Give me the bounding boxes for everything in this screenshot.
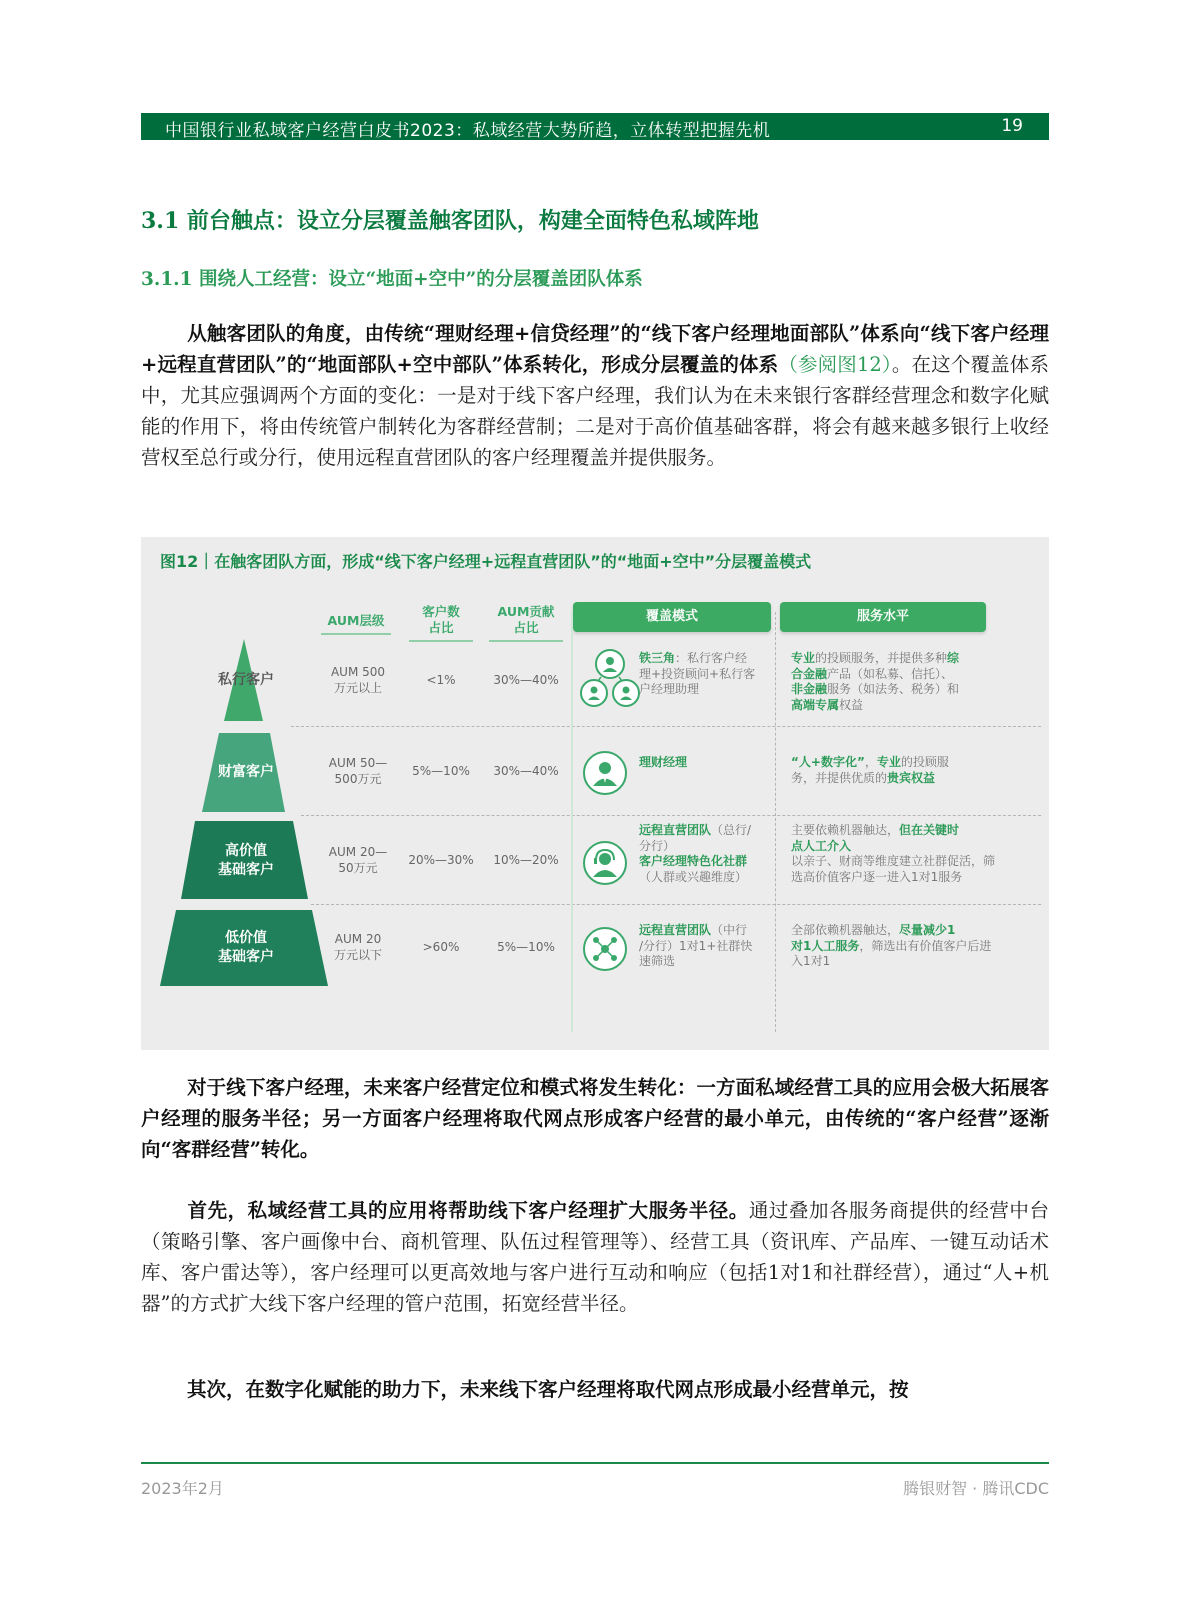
col-header-service: 服务水平 bbox=[780, 602, 986, 632]
paragraph-1 bbox=[141, 318, 1049, 473]
service-high-value: 主要依赖机器触达，但在关键时 点人工介入 以亲子、财商等维度建立社群促活，筛选高价值客户逐一进入1对1服务 bbox=[791, 823, 996, 884]
col-header-contribution: AUM贡献 占比 bbox=[489, 604, 563, 636]
subsection-heading: 3.1.1 围绕人工经营：设立“地面+空中”的分层覆盖团队体系 bbox=[141, 269, 643, 290]
paragraph-1-bold: 从触客团队的角度，由传统“理财经理+信贷经理”的“线下客户经理地面部队”体系向“线下客户经理+远程直营团队”的“地面部队+空中部队”体系转化，形成分层覆盖的体系 bbox=[141, 322, 1049, 376]
service-low-value: 全部依赖机器触达，尽量减少1 对1人工服务，筛选出有价值客户后进入1对1 bbox=[791, 923, 992, 968]
advisor-person-icon bbox=[583, 751, 627, 795]
tier-label-wealth: 财富客户 bbox=[218, 764, 274, 780]
count-cell: 20%—30% bbox=[408, 853, 474, 867]
section-heading: 3.1 前台触点：设立分层覆盖触客团队，构建全面特色私域阵地 bbox=[141, 208, 759, 234]
mode-low-value: 远程直营团队（中行 /分行）1对1+社群快 速筛选 bbox=[639, 923, 753, 968]
tier-label-high-value: 高价值 基础客户 bbox=[218, 843, 274, 878]
paragraph-4: 其次，在数字化赋能的助力下，未来线下客户经理将取代网点形成最小经营单元，按 bbox=[187, 1378, 909, 1401]
aum-cell: AUM 500 万元以上 bbox=[330, 665, 386, 695]
aum-cell: AUM 50— 500万元 bbox=[328, 756, 388, 786]
figure-12 bbox=[141, 537, 1049, 1050]
mode-private: 铁三角：私行客户经 理+投资顾问+私行客 户经理助理 bbox=[639, 651, 756, 696]
tier-label-private: 私行客户 bbox=[218, 672, 274, 688]
paragraph-1-text: 。在这个覆盖体系中，尤其应强调两个方面的变化：一是对于线下客户经理，我们认为在未来银行客群经营理念和数字化赋能的作用下，将由传统管户制转化为客群经营制；二是对于高价值基础客群，将会有越来越多银行上收经营权至总行或分行，使用远程直营团队的客户经理覆盖并提供服务。 bbox=[141, 353, 1049, 469]
row-divider bbox=[301, 815, 1041, 816]
paragraph-3: 首先，私域经营工具的应用将帮助线下客户经理扩大服务半径。通过叠加各服务商提供的经营中台（策略引擎、客户画像中台、商机管理、队伍过程管理等）、经营工具（资讯库、产品库、一键互动话术库、客户雷达等），客户经理可以更高效地与客户进行互动和响应（包括1对1和社群经营），通过“人+机器”的方式扩大线下客户经理的管户范围，拓宽经营半径。 bbox=[141, 1199, 1049, 1315]
team-three-people-icon bbox=[579, 647, 641, 713]
figure-title: 图12｜在触客团队方面，形成“线下客户经理+远程直营团队”的“地面+空中”分层覆盖模式 bbox=[160, 552, 812, 571]
aum-cell: AUM 20— 50万元 bbox=[328, 845, 388, 875]
service-private: 专业的投顾服务，并提供多种综 合金融产品（如私募、信托）、 非金融服务（如法务、税务）和 高端专属权益 bbox=[791, 651, 960, 712]
contribution-cell: 30%—40% bbox=[493, 764, 559, 778]
page-number: 19 bbox=[1001, 116, 1023, 136]
paragraph-2: 对于线下客户经理，未来客户经营定位和模式将发生转化：一方面私域经营工具的应用会极大拓展客户经理的服务半径；另一方面客户经理将取代网点形成客户经营的最小单元，由传统的“客户经营”逐渐向“客群经营”转化。 bbox=[141, 1076, 1049, 1161]
footer-organization: 腾银财智 · 腾讯CDC bbox=[903, 1479, 1049, 1498]
mode-high-value: 远程直营团队（总行/ 分行） 客户经理特色化社群 （人群或兴趣维度） bbox=[639, 823, 752, 884]
contribution-cell: 10%—20% bbox=[493, 853, 559, 867]
count-cell: <1% bbox=[426, 673, 456, 687]
document-title: 中国银行业私域客户经营白皮书2023：私域经营大势所趋，立体转型把握先机 bbox=[165, 121, 771, 141]
headset-agent-icon bbox=[583, 841, 627, 885]
pyramid-chart bbox=[141, 537, 441, 1050]
service-wealth: “人+数字化”，专业的投顾服 务，并提供优质的贵宾权益 bbox=[791, 755, 949, 785]
column-divider bbox=[571, 612, 573, 1032]
mode-wealth: 理财经理 bbox=[639, 755, 688, 769]
contribution-cell: 30%—40% bbox=[493, 673, 559, 687]
contribution-cell: 5%—10% bbox=[497, 940, 555, 954]
count-cell: 5%—10% bbox=[412, 764, 470, 778]
footer-date: 2023年2月 bbox=[141, 1479, 224, 1498]
col-header-count: 客户数 占比 bbox=[409, 604, 473, 636]
count-cell: >60% bbox=[422, 940, 460, 954]
col-header-aum: AUM层级 bbox=[321, 613, 391, 629]
figure-reference-link[interactable]: （参阅图12） bbox=[778, 353, 892, 376]
row-divider bbox=[291, 726, 1041, 727]
row-divider bbox=[311, 904, 1041, 905]
header-bar bbox=[141, 113, 1049, 140]
network-nodes-icon bbox=[583, 927, 627, 971]
footer-divider bbox=[141, 1462, 1049, 1464]
aum-cell: AUM 20 万元以下 bbox=[333, 932, 382, 962]
col-header-mode: 覆盖模式 bbox=[573, 602, 771, 632]
tier-label-low-value: 低价值 基础客户 bbox=[218, 930, 274, 965]
column-divider bbox=[775, 612, 776, 1032]
